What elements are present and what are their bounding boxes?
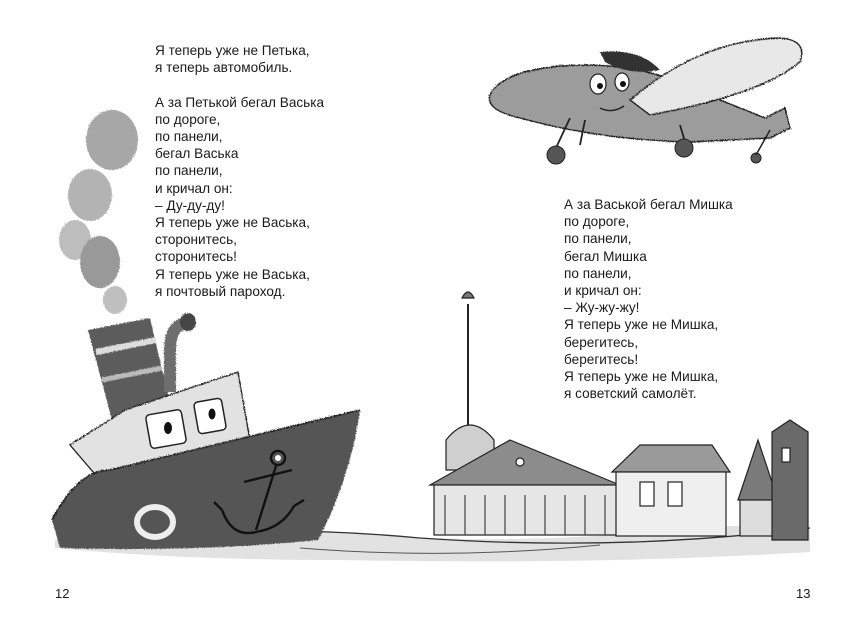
verse-line: сторонитесь! [155,249,237,265]
verse-line: бегал Васька [155,146,239,162]
poem-verse-right [564,196,733,420]
verse-line: берегитесь, [564,334,639,350]
stanza [155,42,324,76]
verse-line: Я теперь уже не Васька, [155,215,310,231]
left-page [0,0,428,617]
verse-line: Я теперь уже не Васька, [155,266,310,282]
verse-line: и кричал он: [155,180,233,196]
poem-verse-left [155,42,324,317]
verse-line: берегитесь! [564,351,639,367]
verse-line: по панели, [564,265,632,281]
verse-line: Я теперь уже не Петька, [155,43,310,58]
verse-line: по панели, [155,129,223,144]
verse-line: сторонитесь, [155,232,237,248]
stanza [564,196,733,402]
verse-line: по панели, [155,163,223,179]
page-number-left: 12 [55,586,70,601]
stanza [155,94,324,300]
verse-line: по дороге, [564,214,630,230]
verse-line: по панели, [564,231,632,247]
verse-line: А за Петькой бегал Васька [155,94,325,110]
verse-line: я почтовый пароход. [155,283,286,299]
verse-line: я советский самолёт. [564,386,697,402]
verse-line: Я теперь уже не Мишка, [564,369,719,385]
verse-line: – Жу-жу-жу! [564,300,640,316]
verse-line: Я теперь уже не Мишка, [564,317,719,333]
verse-line: по дороге, [155,111,221,127]
verse-line: А за Васькой бегал Мишка [564,197,733,212]
verse-line: и кричал он: [564,283,642,299]
page-number-right: 13 [796,586,811,601]
verse-line: – Ду-ду-ду! [155,197,225,213]
right-page [428,0,857,617]
verse-line: бегал Мишка [564,248,647,264]
verse-line: я теперь автомобиль. [155,60,293,76]
